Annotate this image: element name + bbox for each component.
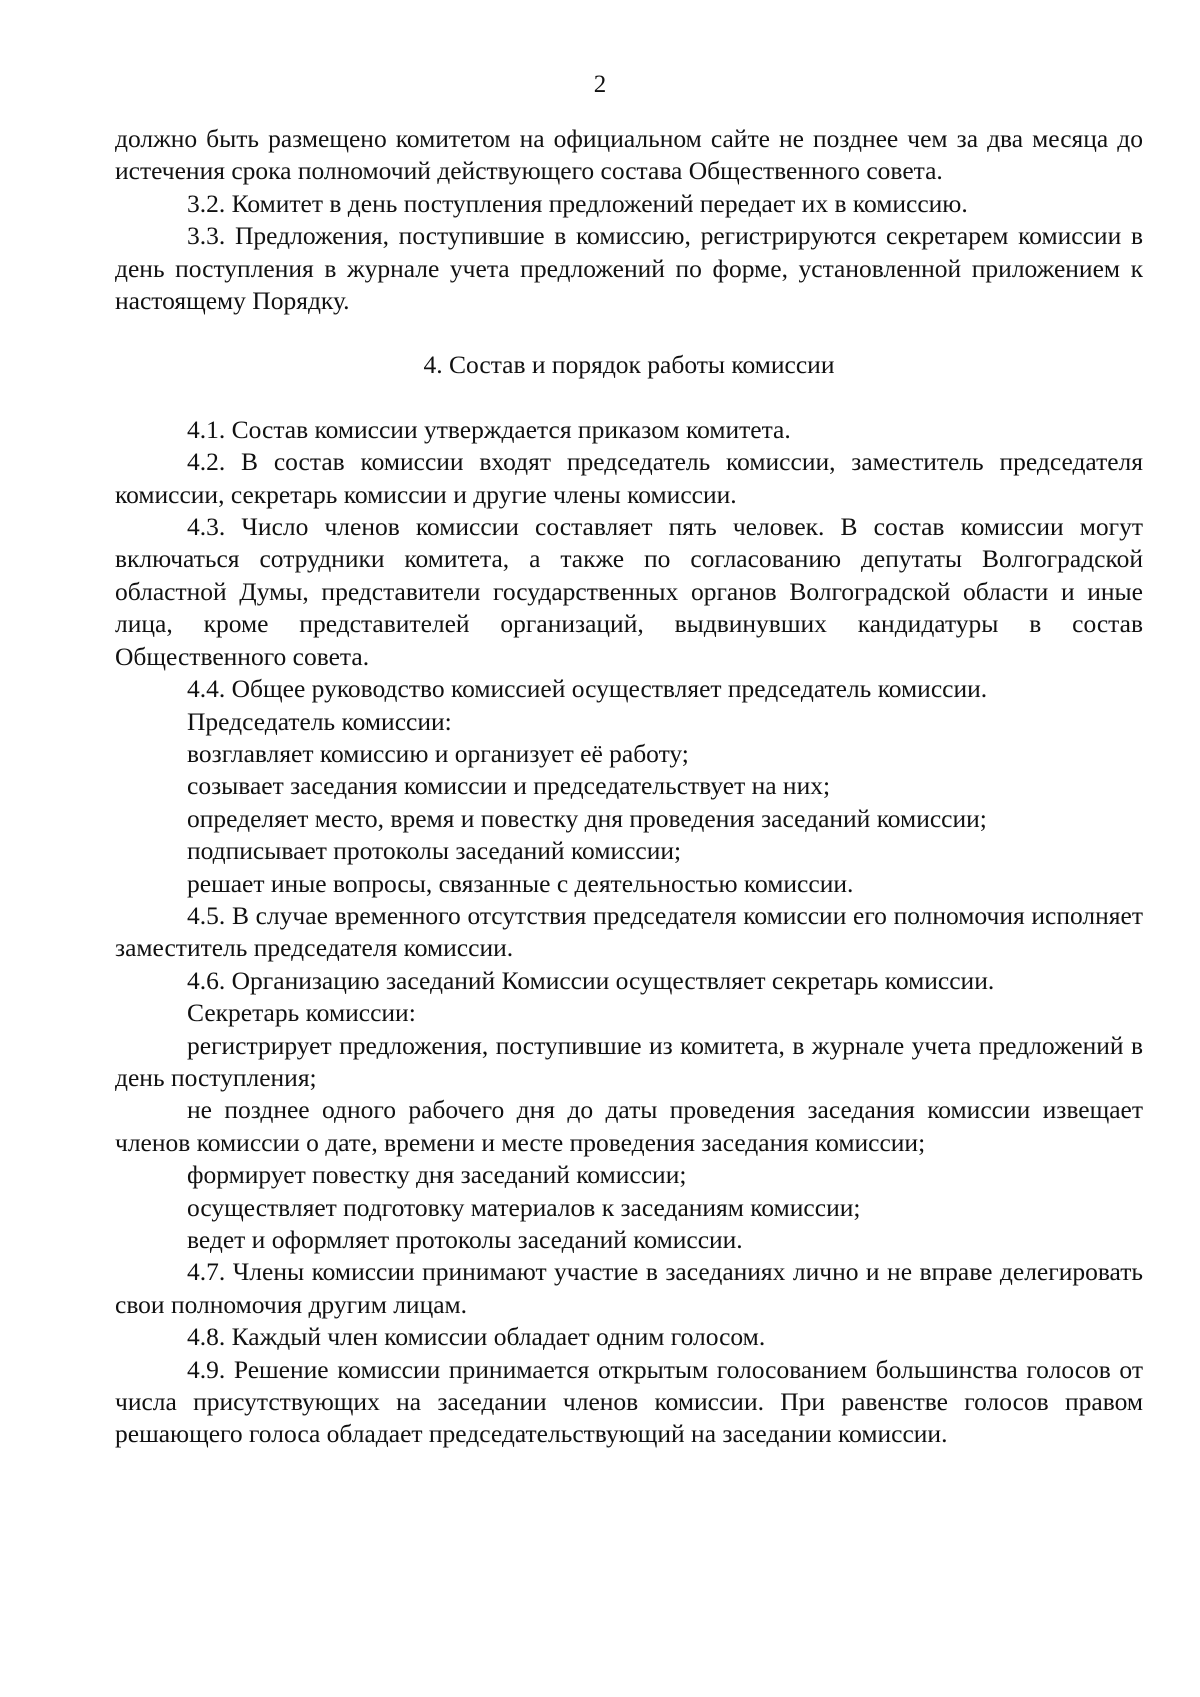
- paragraph-4-8: 4.8. Каждый член комиссии обладает одним голосом.: [187, 1322, 766, 1352]
- paragraph-4-3: 4.3. Число членов комиссии составляет пять человек. В состав комиссии могут включаться сотрудники комитета, а также по согласованию депутаты Волгоградской областной Думы, представители государственных органов Волгоградской области и иные лица, кроме представителей организаций, выдвинувших кандидатуры в состав Общественного совета.: [115, 512, 1143, 671]
- paragraph-4-2: 4.2. В состав комиссии входят председатель комиссии, заместитель председателя комиссии, секретарь комиссии и другие члены комиссии.: [115, 447, 1143, 509]
- paragraph-4-7: 4.7. Члены комиссии принимают участие в заседаниях лично и не вправе делегировать свои полномочия другим лицам.: [115, 1257, 1143, 1319]
- paragraph-4-9: 4.9. Решение комиссии принимается открытым голосованием большинства голосов от числа присутствующих на заседании членов комиссии. При равенстве голосов правом решающего голоса обладает председательствующий на заседании комиссии.: [115, 1354, 1143, 1449]
- section-heading: 4. Состав и порядок работы комиссии: [423, 350, 835, 380]
- chairman-intro: Председатель комиссии:: [187, 706, 452, 736]
- paragraph-3-3: 3.3. Предложения, поступившие в комиссию, регистрируются секретарем комиссии в день поступления в журнале учета предложений по форме, установленной приложением к настоящему Порядку.: [115, 221, 1143, 316]
- secretary-intro: Секретарь комиссии:: [187, 998, 416, 1028]
- secretary-duty: ведет и оформляет протоколы заседаний комиссии.: [187, 1225, 743, 1254]
- chairman-duty: возглавляет комиссию и организует её работу;: [187, 738, 689, 768]
- page-number: 2: [593, 71, 607, 98]
- secretary-duty: не позднее одного рабочего дня до даты проведения заседания комиссии извещает членов комиссии о дате, времени и месте проведения заседания комиссии;: [115, 1095, 1143, 1157]
- chairman-duty: решает иные вопросы, связанные с деятельностью комиссии.: [187, 868, 854, 898]
- secretary-duty: регистрирует предложения, поступившие из комитета, в журнале учета предложений в день поступления;: [115, 1030, 1143, 1092]
- chairman-duty: подписывает протоколы заседаний комиссии;: [187, 836, 682, 866]
- secretary-duty: осуществляет подготовку материалов к заседаниям комиссии;: [187, 1192, 861, 1222]
- paragraph-4-5: 4.5. В случае временного отсутствия председателя комиссии его полномочия исполняет заместитель председателя комиссии.: [115, 900, 1143, 963]
- paragraph-4-6: 4.6. Организацию заседаний Комиссии осуществляет секретарь комиссии.: [187, 965, 995, 995]
- paragraph-4-1: 4.1. Состав комиссии утверждается приказом комитета.: [187, 414, 791, 444]
- paragraph-4-4: 4.4. Общее руководство комиссией осуществляет председатель комиссии.: [187, 674, 988, 704]
- paragraph-3-2: 3.2. Комитет в день поступления предложений передает их в комиссию.: [187, 188, 968, 218]
- document-body: [115, 123, 1143, 1451]
- secretary-duty: формирует повестку дня заседаний комиссии;: [187, 1160, 687, 1190]
- chairman-duty: определяет место, время и повестку дня проведения заседаний комиссии;: [187, 803, 987, 833]
- paragraph-continuation: должно быть размещено комитетом на официальном сайте не позднее чем за два месяца до истечения срока полномочий действующего состава Общественного совета.: [115, 124, 1143, 186]
- chairman-duty: созывает заседания комиссии и председательствует на них;: [187, 771, 831, 801]
